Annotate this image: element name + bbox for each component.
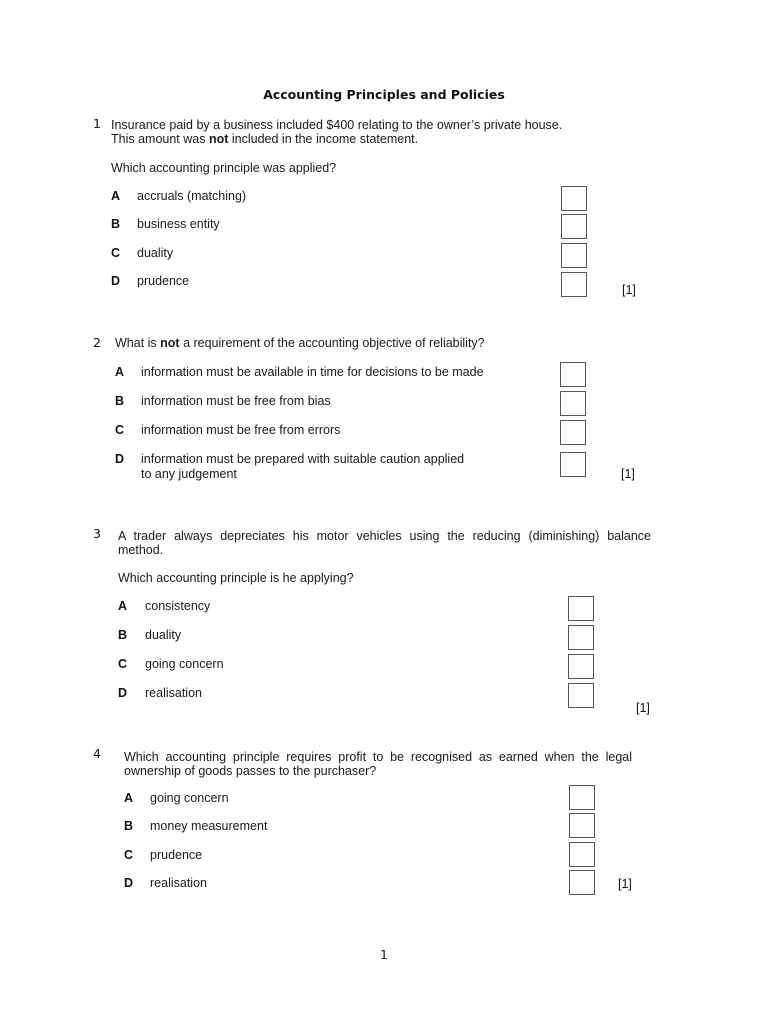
page-number: 1 [380, 948, 388, 962]
option-text: realisation [150, 876, 207, 890]
question-stem-line: Which accounting principle requires profit to be recognised as earned when the legal [124, 750, 632, 764]
question-stem-line: This amount was not included in the income statement. [111, 132, 419, 146]
answer-box-d[interactable] [560, 452, 586, 477]
option-text: information must be free from errors [141, 423, 341, 437]
question-stem-line: A trader always depreciates his motor vehicles using the reducing (diminishing) balance [118, 529, 651, 543]
answer-box-a[interactable] [560, 362, 586, 387]
answer-box-d[interactable] [569, 870, 595, 895]
question-number: 4 [93, 746, 101, 761]
option-text: information must be available in time for decisions to be made [141, 365, 484, 379]
question-number: 2 [93, 335, 101, 350]
option-text: duality [145, 628, 182, 642]
option-letter: C [118, 657, 128, 671]
answer-box-b[interactable] [569, 813, 595, 838]
answer-box-b[interactable] [561, 214, 587, 239]
marks-label: [1] [622, 283, 636, 297]
option-letter: C [124, 848, 134, 862]
answer-box-c[interactable] [568, 654, 594, 679]
question-stem-line: ownership of goods passes to the purchaser? [124, 764, 377, 778]
option-text: going concern [150, 791, 229, 805]
answer-box-a[interactable] [568, 596, 594, 621]
option-letter: A [111, 189, 121, 203]
answer-box-c[interactable] [560, 420, 586, 445]
option-text: accruals (matching) [137, 189, 247, 203]
option-letter: A [124, 791, 134, 805]
option-letter: A [115, 365, 125, 379]
emphasis-text: not [160, 336, 180, 350]
option-text: business entity [137, 217, 220, 231]
question-number: 1 [93, 116, 101, 131]
answer-box-a[interactable] [561, 186, 587, 211]
marks-label: [1] [621, 467, 635, 481]
option-text: money measurement [150, 819, 268, 833]
option-letter: B [115, 394, 125, 408]
marks-label: [1] [636, 701, 650, 715]
answer-box-b[interactable] [568, 625, 594, 650]
emphasis-text: not [208, 132, 229, 146]
option-text: prudence [137, 274, 190, 288]
option-letter: D [118, 686, 128, 700]
option-text: going concern [145, 657, 224, 671]
option-letter: C [115, 423, 125, 437]
option-letter: B [111, 217, 121, 231]
option-text: realisation [145, 686, 202, 700]
option-letter: D [111, 274, 121, 288]
option-text: information must be prepared with suitable caution applied [141, 452, 465, 466]
answer-box-d[interactable] [561, 272, 587, 297]
option-letter: B [118, 628, 128, 642]
page-title: Accounting Principles and Policies [263, 87, 505, 102]
question-stem-line: method. [118, 543, 164, 557]
answer-box-d[interactable] [568, 683, 594, 708]
option-text: information must be free from bias [141, 394, 331, 408]
question-stem-line: Insurance paid by a business included $400 relating to the owner’s private house. [111, 118, 563, 132]
option-text: consistency [145, 599, 211, 613]
marks-label: [1] [618, 877, 632, 891]
question-number: 3 [93, 526, 101, 541]
option-text: duality [137, 246, 174, 260]
option-letter: D [115, 452, 125, 466]
option-letter: B [124, 819, 134, 833]
answer-box-b[interactable] [560, 391, 586, 416]
question-stem-line: What is not a requirement of the accounting objective of reliability? [115, 336, 485, 350]
option-text-continued: to any judgement [141, 467, 237, 481]
answer-box-c[interactable] [561, 243, 587, 268]
option-letter: D [124, 876, 134, 890]
answer-box-a[interactable] [569, 785, 595, 810]
question-prompt: Which accounting principle was applied? [111, 161, 337, 175]
option-letter: A [118, 599, 128, 613]
option-text: prudence [150, 848, 203, 862]
option-letter: C [111, 246, 121, 260]
question-prompt: Which accounting principle is he applying? [118, 571, 354, 585]
answer-box-c[interactable] [569, 842, 595, 867]
